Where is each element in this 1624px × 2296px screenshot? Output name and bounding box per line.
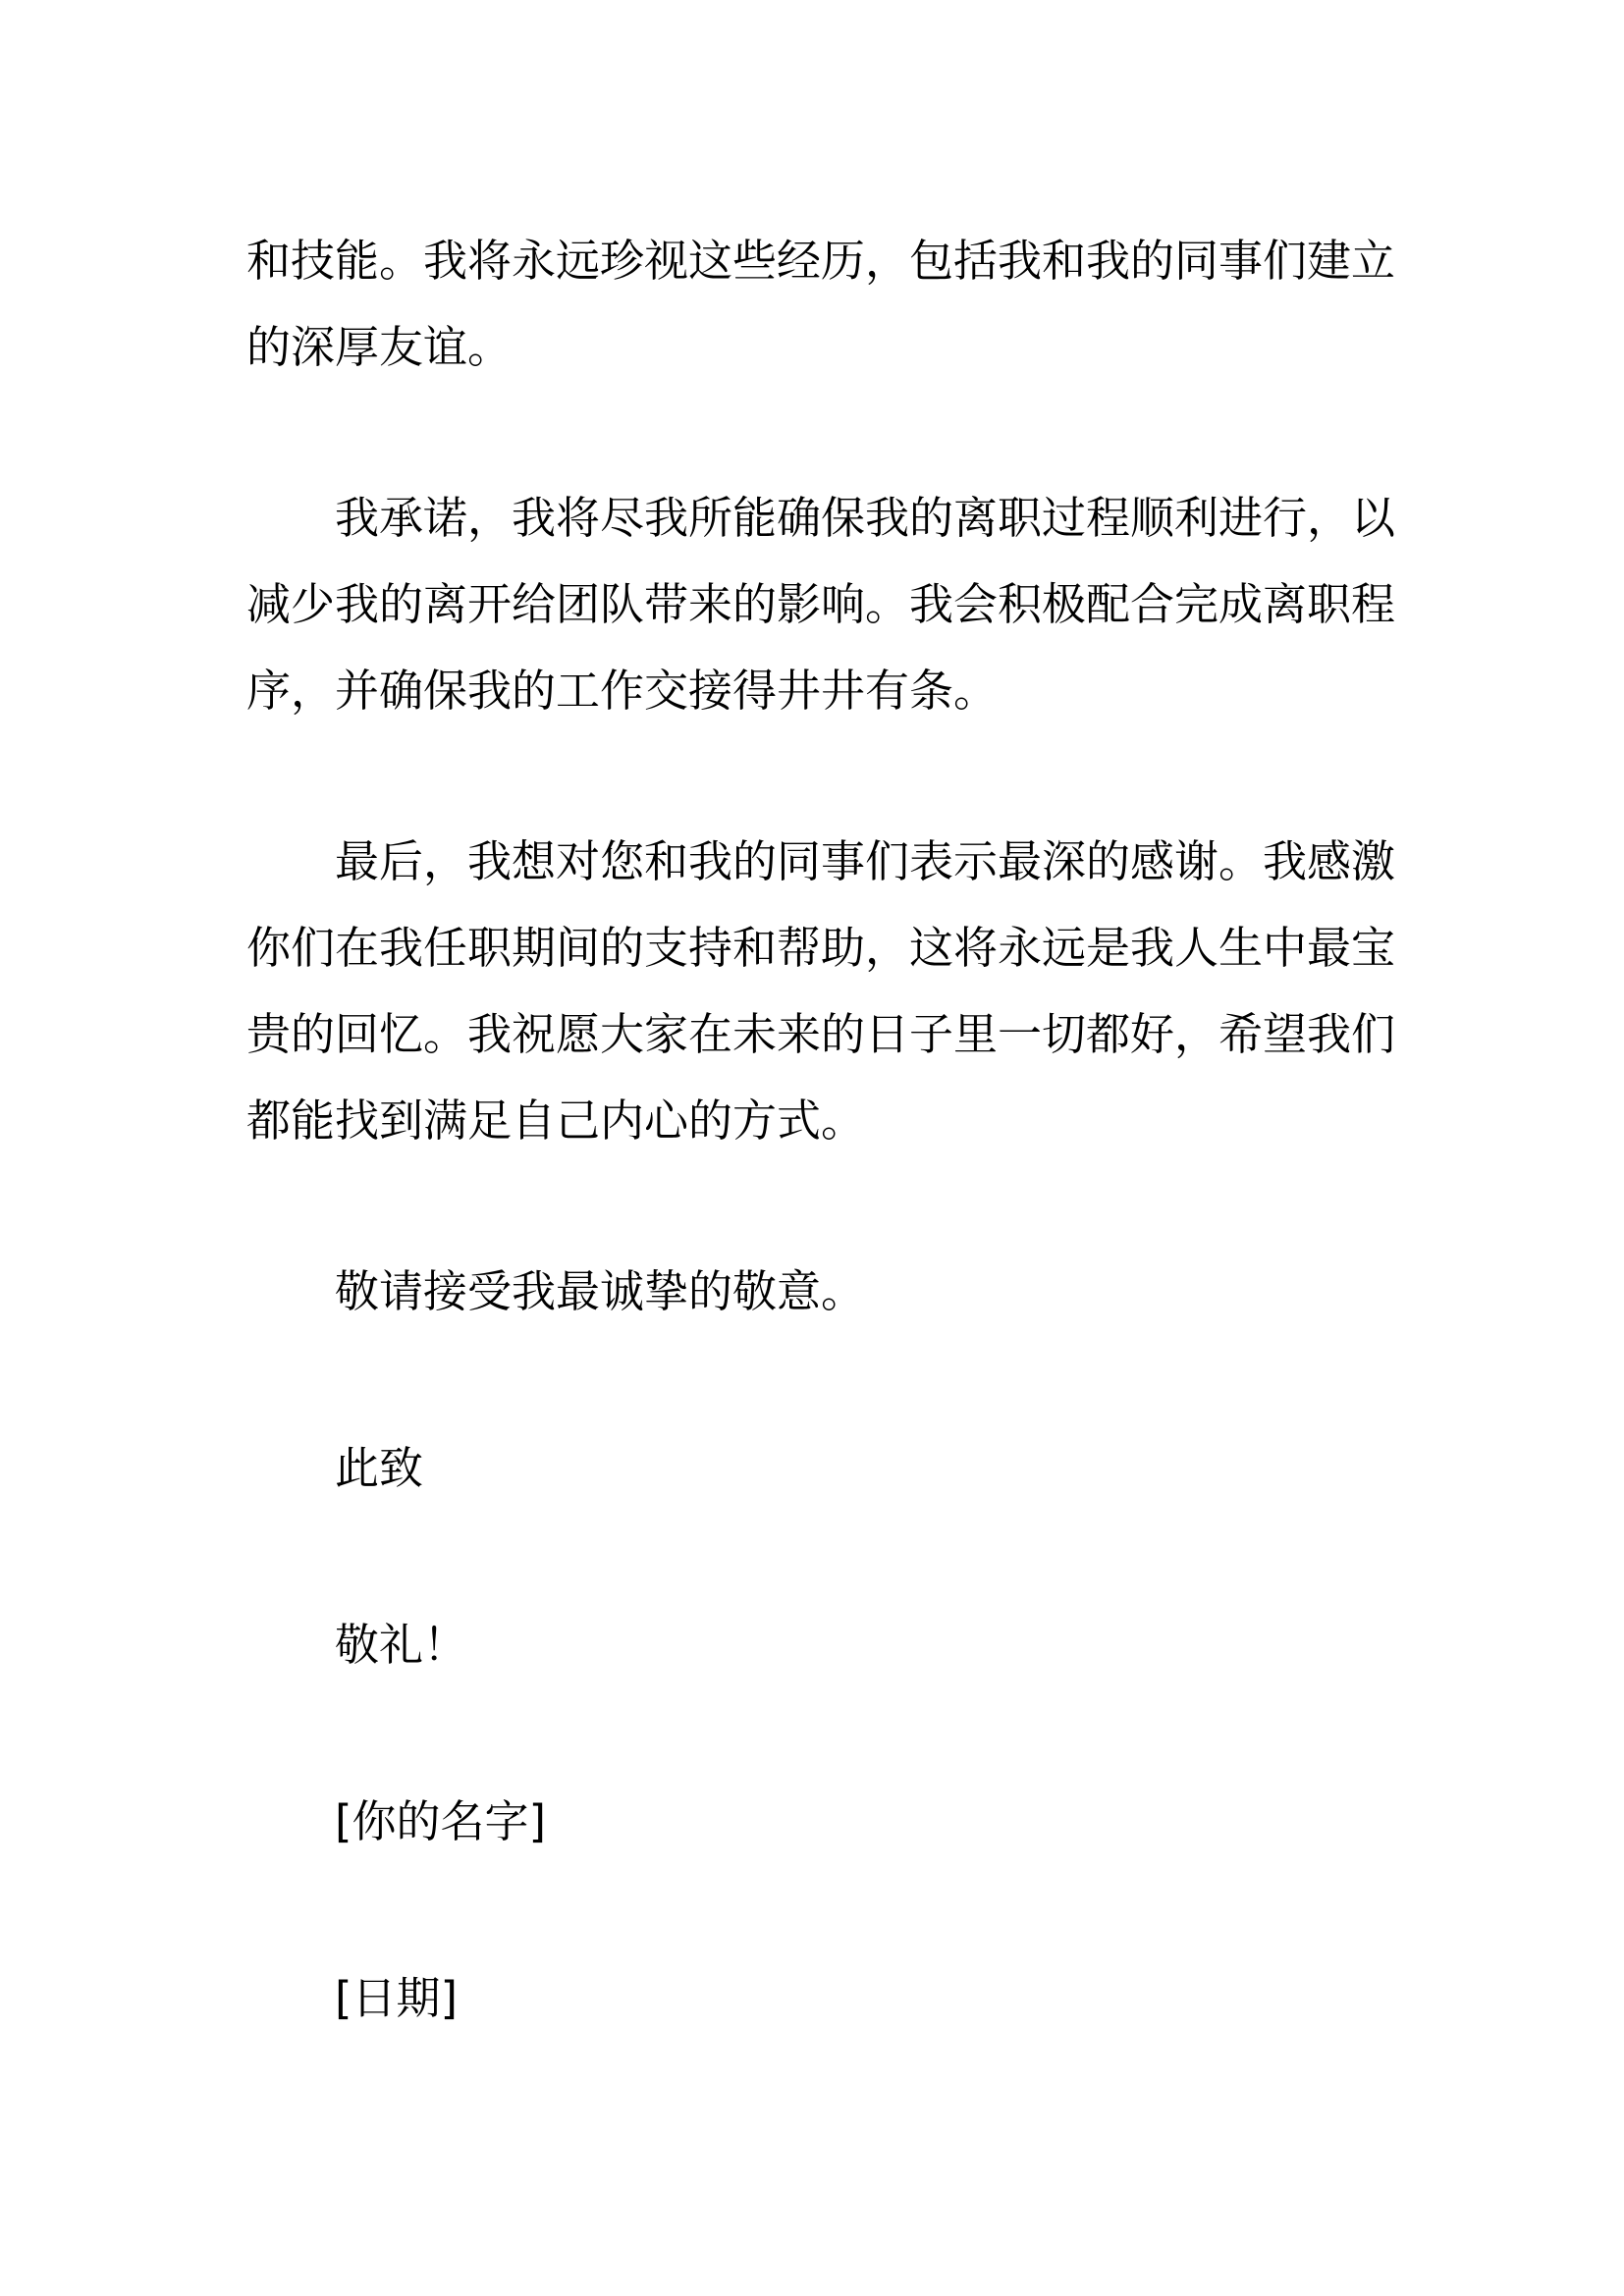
document-body	[246, 218, 1395, 2042]
paragraph-3-line-3: 贵的回忆。我祝愿大家在未来的日子里一切都好，希望我们	[246, 1008, 1396, 1060]
paragraph-spacer	[246, 1865, 1395, 1955]
paragraph-spacer	[246, 391, 1395, 475]
paragraph-spacer	[246, 1512, 1395, 1602]
paragraph-3-line-2: 你们在我任职期间的支持和帮助，这将永远是我人生中最宝	[246, 922, 1396, 974]
paragraph-spacer	[246, 734, 1395, 819]
paragraph-1-line-2: 的深厚友谊。	[246, 321, 513, 373]
paragraph-spacer	[246, 1164, 1395, 1249]
paragraph-3-line-1: 最后，我想对您和我的同事们表示最深的感谢。我感激	[335, 835, 1396, 887]
paragraph-3	[246, 819, 1395, 1164]
paragraph-3-line-4: 都能找到满足自己内心的方式。	[246, 1095, 866, 1147]
paragraph-spacer	[246, 1335, 1395, 1425]
paragraph-2-line-1: 我承诺，我将尽我所能确保我的离职过程顺利进行，以	[335, 492, 1396, 544]
paragraph-2	[246, 475, 1395, 734]
paragraph-2-line-2: 减少我的离开给团队带来的影响。我会积极配合完成离职程	[246, 578, 1396, 630]
closing-greeting-1: 此致	[335, 1442, 424, 1494]
closing-respect: 敬请接受我最诚挚的敬意。	[335, 1265, 866, 1317]
signature-name-placeholder: [你的名字]	[335, 1795, 547, 1847]
closing-greeting-2: 敬礼！	[335, 1619, 468, 1671]
paragraph-1	[246, 218, 1395, 391]
paragraph-2-line-3: 序，并确保我的工作交接得井井有条。	[246, 665, 999, 717]
signature-date-placeholder: [日期]	[335, 1972, 459, 2024]
paragraph-spacer	[246, 1688, 1395, 1779]
paragraph-1-line-1: 和技能。我将永远珍视这些经历，包括我和我的同事们建立	[246, 235, 1396, 287]
